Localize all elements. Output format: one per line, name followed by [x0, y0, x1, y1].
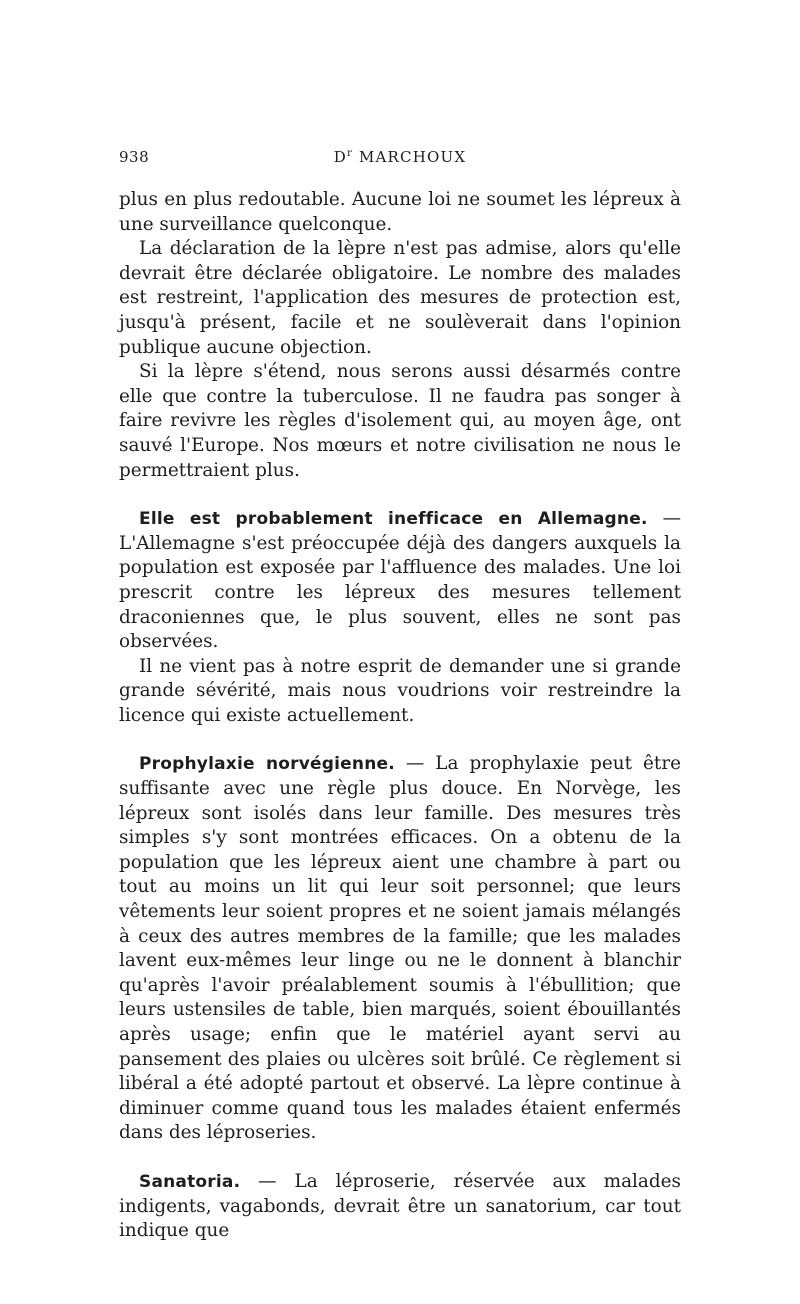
section-heading: Elle est probablement inefficace en Allemagne. — [139, 509, 648, 530]
section-heading: Prophylaxie norvégienne. — [139, 754, 395, 775]
paragraph-text: — L'Allemagne s'est préoccupée déjà des dangers auxquels la population est exposée par l'affluence des malades. Une loi prescrit contre les lépreux des mesures tellement draconiennes que, le plus souvent, elles ne sont pas observées. — [119, 508, 681, 653]
paragraph-continuation — [119, 188, 681, 237]
author-prefix: D — [333, 148, 347, 166]
section-allemagne — [119, 507, 681, 655]
author-prefix-superscript: r — [347, 148, 353, 159]
paragraph-text: — La prophylaxie peut être suffisante avec une règle plus douce. En Norvège, les lépreux sont isolés dans leur famille. Des mesures très simples s'y sont montrées efficaces. On a obtenu de la population que les lépreux aient une chambre à part ou tout au moins un lit qui leur soit personnel; que leurs vêtements leur soient propres et ne soient jamais mélangés à ceux des autres membres de la famille; que les malades lavent eux-mêmes leur linge ou ne le donnent à blanchir qu'après l'avoir préalablement soumis à l'ébullition; que leurs ustensiles de table, bien marqués, soient ébouillantés après usage; enfin que le matériel ayant servi au pansement des plaies ou ulcères soit brûlé. Ce règlement si libéral a été adopté partout et observé. La lèpre continue à diminuer comme quand tous les malades étaient enfermés dans des léproseries. — [119, 753, 681, 1144]
paragraph-text: — La léproserie, réservée aux malades indigents, vagabonds, devrait être un sanatorium, car tout indique que — [119, 1170, 681, 1242]
section-heading: Sanatoria. — [139, 1171, 241, 1192]
paragraph-text: plus en plus redoutable. Aucune loi ne soumet les lépreux à une surveillance quelconque. — [119, 189, 681, 235]
paragraph-text: La déclaration de la lèpre n'est pas admise, alors qu'elle devrait être déclarée obligatoire. Le nombre des malades est restreint, l'application des mesures de protection est, jusqu'à présent, facile et ne soulèverait dans l'opinion publique aucune objection. — [119, 238, 681, 358]
paragraph-text: Si la lèpre s'étend, nous serons aussi désarmés contre elle que contre la tuberculose. Il ne faudra pas songer à faire revivre les règles d'isolement qui, au moyen âge, ont sauvé l'Europe. Nos mœurs et notre civilisation ne nous le permettraient plus. — [119, 361, 681, 481]
paragraph-spread — [119, 360, 681, 483]
section-norvegienne — [119, 752, 681, 1146]
body-text — [119, 188, 681, 1244]
author-header — [119, 148, 681, 166]
paragraph-text: Il ne vient pas à notre esprit de demander une si grande grande sévérité, mais nous voudrions voir restreindre la licence qui existe actuellement. — [119, 655, 681, 726]
book-page — [119, 146, 681, 1244]
paragraph-declaration — [119, 237, 681, 360]
running-head — [119, 146, 681, 172]
section-sanatoria — [119, 1170, 681, 1244]
author-name: MARCHOUX — [358, 148, 467, 166]
paragraph-severity — [119, 655, 681, 729]
page-number: 938 — [119, 148, 150, 166]
